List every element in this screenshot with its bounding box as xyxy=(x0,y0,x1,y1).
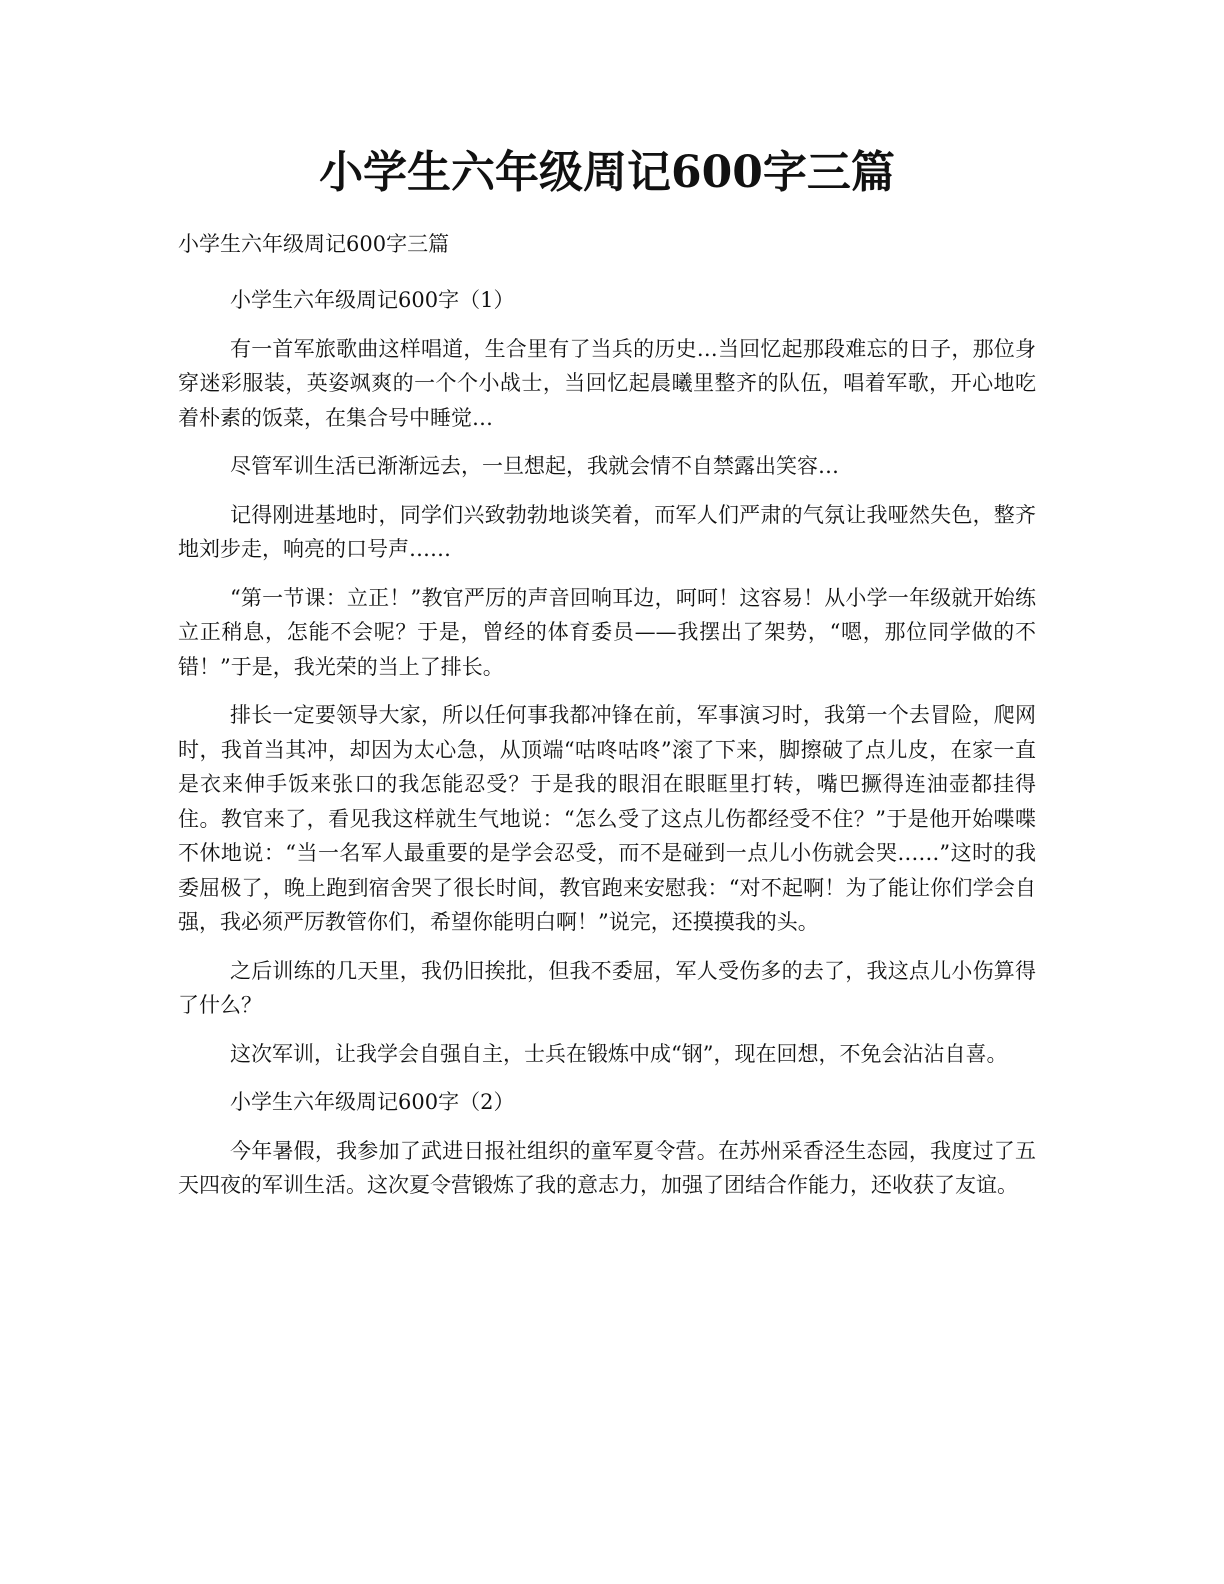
paragraph: 这次军训，让我学会自强自主，士兵在锻炼中成“钢”，现在回想，不免会沾沾自喜。 xyxy=(230,1041,1008,1066)
document-body xyxy=(178,283,1036,1217)
document-subtitle: 小学生六年级周记600字三篇 xyxy=(178,232,450,256)
document-title: 小学生六年级周记600字三篇 xyxy=(319,147,895,198)
section-heading: 小学生六年级周记600字（1） xyxy=(230,288,515,312)
paragraph: 今年暑假，我参加了武进日报社组织的童军夏令营。在苏州采香泾生态园，我度过了五天四夜的军训生活。这次夏令营锻炼了我的意志力，加强了团结合作能力，还收获了友谊。 xyxy=(178,1138,1036,1197)
paragraph: 排长一定要领导大家，所以任何事我都冲锋在前，军事演习时，我第一个去冒险，爬网时，我首当其冲，却因为太心急，从顶端“咕咚咕咚”滚了下来，脚擦破了点儿皮，在家一直是衣来伸手饭来张口的我怎能忍受？于是我的眼泪在眼眶里打转，嘴巴撅得连油壶都挂得住。教官来了，看见我这样就生气地说：“怎么受了这点儿伤都经受不住？”于是他开始喋喋不休地说：“当一名军人最重要的是学会忍受，而不是碰到一点儿小伤就会哭……”这时的我委屈极了，晚上跑到宿舍哭了很长时间，教官跑来安慰我：“对不起啊！为了能让你们学会自强，我必须严厉教管你们，希望你能明白啊！”说完，还摸摸我的头。 xyxy=(178,703,1036,934)
paragraph: 尽管军训生活已渐渐远去，一旦想起，我就会情不自禁露出笑容… xyxy=(230,454,839,478)
paragraph: 之后训练的几天里，我仍旧挨批，但我不委屈，军人受伤多的去了，我这点儿小伤算得了什么？ xyxy=(178,958,1036,1017)
paragraph: 记得刚进基地时，同学们兴致勃勃地谈笑着，而军人们严肃的气氛让我哑然失色，整齐地刘步走，响亮的口号声…… xyxy=(178,502,1036,561)
paragraph: 有一首军旅歌曲这样唱道，生合里有了当兵的历史…当回忆起那段难忘的日子，那位身穿迷彩服装，英姿飒爽的一个个小战士，当回忆起晨曦里整齐的队伍，唱着军歌，开心地吃着朴素的饭菜，在集合号中睡觉… xyxy=(178,336,1036,430)
paragraph: “第一节课：立正！”教官严厉的声音回响耳边，呵呵！这容易！从小学一年级就开始练立正稍息，怎能不会呢？于是，曾经的体育委员——我摆出了架势，“嗯，那位同学做的不错！”于是，我光荣的当上了排长。 xyxy=(178,585,1036,679)
section-heading: 小学生六年级周记600字（2） xyxy=(230,1090,515,1114)
